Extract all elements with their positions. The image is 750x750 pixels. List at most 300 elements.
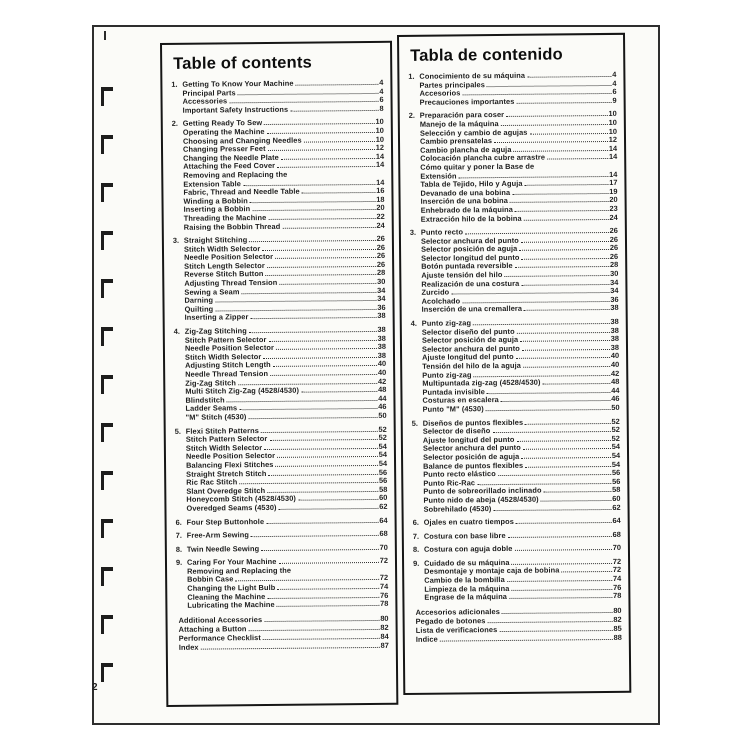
toc-entry-label: Stitch Pattern Selector xyxy=(185,434,268,444)
toc-page-ref: 40 xyxy=(377,367,387,377)
toc-page-ref: 26 xyxy=(376,259,386,269)
toc-page-ref: 46 xyxy=(611,394,620,404)
dot-leader xyxy=(261,430,378,432)
toc-entry-label: Selector diseño del punto xyxy=(421,326,515,337)
toc-page-ref: 44 xyxy=(378,393,387,403)
toc-entry-label: Cómo quitar y poner la Base de xyxy=(420,161,535,172)
toc-page-ref: 70 xyxy=(379,542,388,552)
dot-leader xyxy=(521,284,609,286)
toc-entry-label: Fabric, Thread and Needle Table xyxy=(183,186,300,197)
toc-row xyxy=(175,503,387,514)
toc-page-ref: 19 xyxy=(609,186,618,196)
toc-entry-label: Zig-Zag Stitch xyxy=(185,377,236,388)
dot-leader xyxy=(520,340,610,342)
toc-row xyxy=(413,503,621,514)
toc-section-number: 6. xyxy=(412,517,419,527)
toc-page-ref: 26 xyxy=(376,242,386,252)
dot-leader xyxy=(301,391,377,393)
toc-title-english: Table of contents xyxy=(173,53,313,73)
toc-entry-label: Twin Needle Sewing xyxy=(186,543,260,554)
dot-leader xyxy=(277,605,379,607)
toc-page-ref: 56 xyxy=(611,468,621,478)
toc-page-ref: 54 xyxy=(378,450,388,460)
toc-entry-label: Preparación para coser xyxy=(419,110,505,121)
toc-page-ref: 28 xyxy=(376,268,386,278)
dot-leader xyxy=(514,150,608,152)
dot-leader xyxy=(473,323,609,325)
binding-hole-mark xyxy=(101,519,113,538)
toc-page-ref: 30 xyxy=(610,268,619,279)
dot-leader xyxy=(487,392,610,394)
toc-entry-label: Punto zig-zag xyxy=(421,318,472,328)
dot-leader xyxy=(516,440,610,442)
toc-entry-label: Desmontaje y montaje caja de bobina xyxy=(424,565,560,577)
toc-title-spanish: Tabla de contenido xyxy=(410,45,564,65)
dot-leader xyxy=(250,201,375,203)
toc-page-ref: 34 xyxy=(610,277,619,287)
dot-leader xyxy=(266,521,378,523)
toc-page-ref: 14 xyxy=(609,169,618,179)
dot-leader xyxy=(239,408,377,410)
toc-entry-label: Lista de verificaciones xyxy=(415,625,498,636)
toc-page-ref: 10 xyxy=(375,134,384,144)
toc-page-ref: 68 xyxy=(379,528,388,539)
toc-entry-label: Partes principales xyxy=(419,79,486,90)
toc-entry-label: Selector anchura del punto xyxy=(420,235,519,246)
dot-leader xyxy=(462,93,611,95)
dot-leader xyxy=(270,374,377,376)
toc-entry-label: Operating the Machine xyxy=(182,126,265,137)
toc-section xyxy=(413,606,621,645)
toc-entry-label: Zig-Zag Stitching xyxy=(184,326,247,336)
dot-leader xyxy=(201,647,380,650)
toc-entry-label: Cambio prensatelas xyxy=(419,136,493,146)
toc-entry-label: Selector posición de aguja xyxy=(423,451,520,462)
dot-leader xyxy=(525,465,611,467)
dot-leader xyxy=(235,579,378,581)
toc-section-number: 1. xyxy=(171,79,178,89)
toc-page-ref: 44 xyxy=(611,385,620,395)
toc-section xyxy=(174,326,387,423)
toc-page-ref: 26 xyxy=(609,243,619,253)
dot-leader xyxy=(268,149,375,151)
toc-entry-label: Removing and Replacing the xyxy=(187,565,292,576)
toc-page-ref: 56 xyxy=(378,475,388,486)
toc-entry-label: Punto "M" (4530) xyxy=(422,404,484,414)
toc-entry-label: Multi Stitch Zig-Zag (4528/4530) xyxy=(185,385,300,396)
toc-section-number: 1. xyxy=(408,71,415,81)
toc-page-ref: 36 xyxy=(610,294,619,304)
toc-page-ref: 80 xyxy=(613,605,622,615)
toc-section-number: 7. xyxy=(412,531,420,541)
dot-leader xyxy=(282,226,375,228)
toc-page-ref: 46 xyxy=(378,402,387,412)
toc-page-ref: 24 xyxy=(376,220,385,230)
toc-page-ref: 64 xyxy=(379,515,388,525)
binding-hole-mark xyxy=(101,567,113,586)
toc-page-ref: 38 xyxy=(377,350,387,360)
toc-entry-label: Adjusting Stitch Length xyxy=(185,360,271,371)
toc-entry-label: Selector anchura del punto xyxy=(421,343,520,354)
toc-page-ref: 64 xyxy=(612,515,621,526)
toc-page-ref: 72 xyxy=(379,573,389,583)
toc-entry-label: Important Safety Instructions xyxy=(182,104,289,115)
toc-entry-label: Changing the Needle Plate xyxy=(183,152,279,163)
toc-row xyxy=(176,600,388,611)
toc-page-ref: 12 xyxy=(608,135,618,145)
toc-entry-label: Costuras en escalera xyxy=(422,395,499,406)
toc-section xyxy=(171,79,383,115)
toc-entry-label: "M" Stitch (4530) xyxy=(185,412,247,422)
dot-leader xyxy=(229,101,378,103)
dot-leader xyxy=(290,110,378,112)
toc-entry-label: Punto nido de abeja (4528/4530) xyxy=(423,494,539,505)
binding-hole-mark xyxy=(101,471,113,490)
toc-row xyxy=(411,304,619,315)
dot-leader xyxy=(504,275,609,277)
dot-leader xyxy=(522,258,609,260)
dot-leader xyxy=(273,365,377,367)
toc-entry-label: Ojales en cuatro tiempos xyxy=(423,516,515,527)
dot-leader xyxy=(519,249,609,251)
toc-page-ref: 80 xyxy=(380,613,389,623)
toc-entry-label: Stitch Width Selector xyxy=(183,243,261,254)
toc-entry-label: Flexi Stitch Patterns xyxy=(185,425,259,436)
toc-entry-label: Accesorios adicionales xyxy=(415,606,500,617)
toc-entry-label: Inserción de una cremallera xyxy=(421,304,523,315)
toc-entry-label: Diseños de puntos flexibles xyxy=(422,417,524,428)
toc-page-ref: 38 xyxy=(377,324,386,334)
toc-entry-label: Pegado de botones xyxy=(415,616,486,626)
toc-entry-label: Ajuste longitud del punto xyxy=(422,434,515,445)
dot-leader xyxy=(547,158,608,160)
dot-leader xyxy=(506,115,607,117)
toc-page-ref: 52 xyxy=(611,416,620,426)
toc-entry-label: Inserting a Zipper xyxy=(184,312,249,323)
dot-leader xyxy=(499,630,612,632)
toc-row xyxy=(176,544,388,555)
toc-page-ref: 9 xyxy=(612,95,617,105)
toc-entry-label: Engrase de la máquina xyxy=(424,592,508,603)
toc-section-number: 3. xyxy=(409,227,417,237)
dot-leader xyxy=(493,508,611,510)
toc-page-ref: 26 xyxy=(376,233,385,244)
dot-leader xyxy=(525,423,610,425)
page-number: 2 xyxy=(92,682,98,693)
dot-leader xyxy=(268,340,376,342)
toc-section xyxy=(175,425,388,513)
toc-entry-label: Punto recto xyxy=(420,227,464,237)
toc-page-ref: 76 xyxy=(380,590,389,600)
toc-entry-label: Inserción de una bobina xyxy=(420,196,508,207)
toc-section xyxy=(176,614,388,653)
dot-leader xyxy=(515,266,609,268)
toc-page-ref: 38 xyxy=(377,333,386,343)
toc-page-ref: 48 xyxy=(378,385,387,395)
toc-entry-label: Lubricating the Machine xyxy=(187,600,275,611)
toc-entry-label: Sobrehilado (4530) xyxy=(423,503,492,514)
toc-page-ref: 34 xyxy=(610,286,619,296)
toc-entry-label: Performance Checklist xyxy=(178,633,261,644)
dot-leader xyxy=(238,383,377,385)
dot-leader xyxy=(249,240,375,242)
toc-page-ref: 72 xyxy=(612,565,622,575)
toc-section-number: 9. xyxy=(413,558,420,568)
toc-page-ref: 10 xyxy=(608,109,617,119)
toc-page-ref: 10 xyxy=(375,117,384,127)
toc-page-ref: 76 xyxy=(613,582,622,592)
binding-hole-mark xyxy=(101,663,113,682)
dot-leader xyxy=(523,366,610,368)
toc-page-ref: 74 xyxy=(379,581,389,591)
dot-leader xyxy=(516,522,611,524)
dot-leader xyxy=(227,400,377,402)
toc-entry-label: Accessories xyxy=(182,96,228,106)
toc-page-ref: 42 xyxy=(377,376,387,386)
dot-leader xyxy=(524,218,609,220)
dot-leader xyxy=(267,491,378,493)
dot-leader xyxy=(508,536,612,538)
dot-leader xyxy=(267,597,379,599)
toc-entry-label: Quilting xyxy=(184,304,214,314)
toc-row xyxy=(410,213,618,224)
toc-page-ref: 48 xyxy=(611,377,620,387)
toc-page-ref: 68 xyxy=(612,529,621,539)
toc-page-ref: 17 xyxy=(609,178,618,188)
dot-leader xyxy=(516,357,610,359)
toc-entry-label: Punto Ric-Rac xyxy=(423,477,476,488)
toc-page-ref: 40 xyxy=(610,359,620,369)
toc-row xyxy=(413,592,621,603)
dot-leader xyxy=(474,375,610,377)
toc-page-ref: 34 xyxy=(377,294,386,304)
toc-page-ref: 34 xyxy=(377,285,386,295)
toc-page-ref: 58 xyxy=(612,485,621,495)
dot-leader xyxy=(215,309,376,312)
toc-page-ref: 62 xyxy=(379,501,388,511)
dot-leader xyxy=(275,465,377,467)
toc-section xyxy=(172,118,385,232)
toc-page-ref: 14 xyxy=(375,151,385,161)
dot-leader xyxy=(507,580,612,582)
toc-entry-label: Index xyxy=(178,643,199,653)
toc-entry-label: Selector posición de aguja xyxy=(421,244,518,255)
dot-leader xyxy=(516,102,611,104)
toc-page-ref: 84 xyxy=(380,632,389,642)
dot-leader xyxy=(238,92,379,94)
toc-page-ref: 54 xyxy=(378,441,387,451)
toc-entry-label: Reverse Stitch Button xyxy=(184,269,264,280)
toc-entry-label: Overedged Seams (4530) xyxy=(186,502,277,513)
toc-entry-label: Adjusting Thread Tension xyxy=(184,277,278,288)
toc-page-ref: 88 xyxy=(613,633,622,643)
toc-page-ref: 14 xyxy=(376,177,385,187)
toc-entry-label: Selector posición de aguja xyxy=(421,335,519,345)
dot-leader xyxy=(262,249,375,251)
toc-entry-label: Threading the Machine xyxy=(183,212,267,223)
dot-leader xyxy=(261,549,378,551)
binding-hole-mark xyxy=(101,87,113,106)
dot-leader xyxy=(264,620,379,622)
toc-entry-label: Stitch Width Selector xyxy=(184,351,262,362)
dot-leader xyxy=(492,431,610,433)
toc-entry-label: Caring For Your Machine xyxy=(186,557,277,568)
dot-leader xyxy=(521,241,609,243)
toc-page-ref: 72 xyxy=(612,556,622,566)
toc-entry-label: Changing Presser Feet xyxy=(182,144,266,154)
dot-leader xyxy=(451,292,609,295)
toc-page-ref: 4 xyxy=(379,86,384,96)
toc-entries-english xyxy=(171,79,388,653)
dot-leader xyxy=(462,301,609,303)
toc-page-ref: 23 xyxy=(609,203,618,213)
toc-section xyxy=(408,71,616,107)
toc-page-ref: 24 xyxy=(609,212,618,222)
dot-leader xyxy=(296,84,379,86)
dot-leader xyxy=(215,300,376,303)
binding-hole-mark xyxy=(101,231,113,250)
toc-section-number: 6. xyxy=(175,517,182,527)
dot-leader xyxy=(239,482,378,484)
toc-entry-label: Ajuste tensión del hilo xyxy=(421,270,503,280)
toc-entry-label: Winding a Bobbin xyxy=(183,195,248,206)
toc-entry-label: Tensión del hilo de la aguja xyxy=(422,360,521,371)
dot-leader xyxy=(512,563,612,565)
toc-entry-label: Attaching a Button xyxy=(178,624,247,634)
binding-hole-mark xyxy=(101,615,113,634)
dot-leader xyxy=(509,597,612,599)
toc-row xyxy=(175,412,387,423)
toc-page-ref: 40 xyxy=(610,351,620,361)
dot-leader xyxy=(266,274,376,276)
dot-leader xyxy=(465,232,609,234)
toc-entry-label: Stitch Pattern Selector xyxy=(184,334,267,345)
toc-entry-label: Enhebrado de la máquina xyxy=(420,204,513,215)
dot-leader xyxy=(242,292,377,294)
dot-leader xyxy=(529,133,607,135)
toc-row xyxy=(413,544,621,555)
toc-page-ref: 78 xyxy=(613,591,622,601)
toc-entry-label: Ajuste longitud del punto xyxy=(422,352,514,363)
toc-entry-label: Selector longitud del punto xyxy=(421,252,520,263)
toc-page-ref: 85 xyxy=(613,624,622,634)
toc-entry-label: Inserting a Bobbin xyxy=(183,204,251,215)
toc-entry-label: Cambio de la bombilla xyxy=(424,575,505,585)
binding-mark xyxy=(104,31,106,40)
toc-page-ref: 62 xyxy=(612,502,621,512)
toc-entry-label: Ladder Seams xyxy=(185,403,238,414)
toc-entry-label: Needle Position Selector xyxy=(184,343,275,353)
toc-entry-label: Sewing a Seam xyxy=(184,286,240,297)
toc-page-ref: 38 xyxy=(610,342,620,352)
toc-page-ref: 78 xyxy=(380,599,389,609)
toc-page-ref: 12 xyxy=(375,143,385,153)
dot-leader xyxy=(252,209,375,211)
binding-hole-mark xyxy=(101,135,113,154)
toc-section xyxy=(413,517,621,528)
toc-entry-label: Honeycomb Stitch (4528/4530) xyxy=(186,494,297,505)
toc-page-ref: 14 xyxy=(375,160,385,170)
toc-page-ref: 20 xyxy=(376,203,385,213)
toc-entry-label: Punto recto elástico xyxy=(423,469,496,479)
toc-section-number: 5. xyxy=(174,426,181,436)
toc-entry-label: Stitch Width Selector xyxy=(185,442,263,453)
toc-row xyxy=(176,530,388,541)
toc-entry-label: Straight Stretch Stitch xyxy=(186,468,267,479)
dot-leader xyxy=(494,141,608,143)
toc-entry-label: Blindstitch xyxy=(185,395,225,405)
toc-section-number: 8. xyxy=(175,544,183,554)
dot-leader xyxy=(279,508,379,510)
toc-row xyxy=(409,97,617,108)
toc-page-ref: 10 xyxy=(375,125,384,135)
toc-section xyxy=(410,227,619,315)
toc-page-ref: 74 xyxy=(612,573,622,584)
toc-entry-label: Devanado de una bobina xyxy=(420,187,511,198)
toc-entry-label: Attaching the Feed Cover xyxy=(183,161,276,172)
toc-page-ref: 54 xyxy=(378,458,388,468)
toc-page-ref: 50 xyxy=(378,410,387,420)
toc-entry-label: Balancing Flexi Stitches xyxy=(186,459,274,470)
toc-entry-label: Botón puntada reversible xyxy=(421,261,513,272)
toc-page-ref: 38 xyxy=(610,303,619,313)
toc-page-ref: 26 xyxy=(609,225,618,236)
toc-entry-label: Manejo de la máquina xyxy=(419,118,499,129)
toc-section xyxy=(176,530,388,541)
dot-leader xyxy=(248,417,377,419)
toc-section-number: 3. xyxy=(172,235,180,245)
toc-page-ref: 36 xyxy=(377,302,386,312)
binding-hole-mark xyxy=(101,423,113,442)
dot-leader xyxy=(514,549,611,551)
toc-section xyxy=(413,531,621,542)
toc-section xyxy=(412,417,621,514)
toc-page-ref: 54 xyxy=(611,450,621,460)
toc-entry-label: Slant Overedge Stitch xyxy=(186,485,266,496)
toc-page-ref: 38 xyxy=(377,311,386,321)
toc-page-ref: 60 xyxy=(379,493,388,503)
toc-section xyxy=(409,110,618,224)
dot-leader xyxy=(522,349,610,351)
binding-hole-mark xyxy=(101,279,113,298)
dot-leader xyxy=(269,439,377,441)
dot-leader xyxy=(517,332,610,334)
toc-page-ref: 54 xyxy=(611,442,621,452)
toc-page-ref: 70 xyxy=(612,543,621,553)
toc-entry-label: Conocimiento de su máquina xyxy=(419,70,526,81)
toc-row xyxy=(176,516,388,527)
toc-column-spanish xyxy=(397,33,631,695)
dot-leader xyxy=(498,474,611,476)
dot-leader xyxy=(249,629,380,631)
toc-entry-label: Extracción hilo de la bobina xyxy=(420,213,522,224)
dot-leader xyxy=(440,639,613,642)
dot-leader xyxy=(541,500,612,502)
toc-entry-label: Removing and Replacing the xyxy=(183,169,288,180)
dot-leader xyxy=(524,309,609,311)
toc-page-ref: 10 xyxy=(608,126,617,136)
dot-leader xyxy=(488,621,613,623)
toc-section xyxy=(411,318,620,415)
toc-page-ref: 6 xyxy=(379,95,384,105)
toc-page-ref: 16 xyxy=(376,185,385,196)
toc-section-number: 5. xyxy=(411,418,418,428)
toc-page-ref: 60 xyxy=(612,493,621,503)
binding-hole-mark xyxy=(101,327,113,346)
toc-row xyxy=(412,404,620,415)
toc-entry-label: Cuidado de su máquina xyxy=(424,557,510,568)
toc-entry-label: Multipuntada zig-zag (4528/4530) xyxy=(422,377,541,388)
